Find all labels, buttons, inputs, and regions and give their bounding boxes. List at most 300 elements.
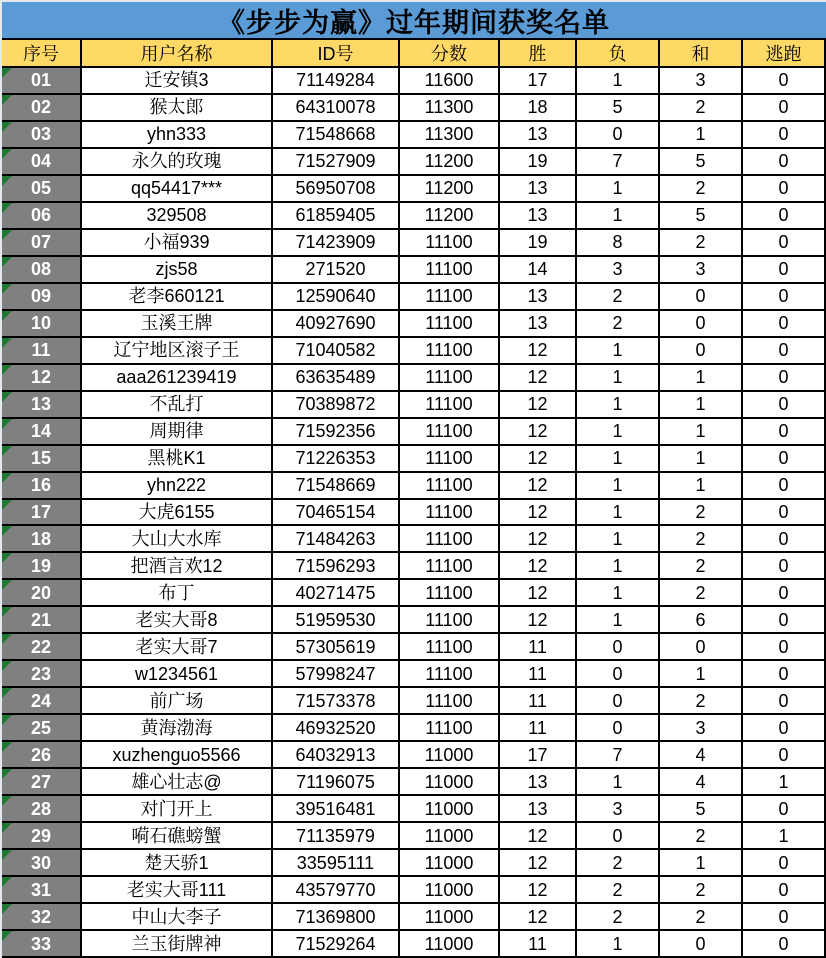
cell-serial[interactable] [2,796,82,823]
cell-score[interactable]: 11100 [400,500,500,527]
serial-number-text: 04 [30,151,52,172]
cell-username[interactable]: 老李660121 [82,284,273,311]
cell-escapes[interactable]: 0 [743,473,826,500]
cell-username[interactable]: 玉溪王牌 [82,311,273,338]
cell-losses[interactable]: 1 [577,203,660,230]
cell-wins[interactable]: 11 [500,715,577,742]
cell-wins[interactable]: 13 [500,796,577,823]
cell-draws[interactable]: 2 [660,688,743,715]
cell-escapes[interactable]: 0 [743,176,826,203]
serial-number-text: 31 [30,879,52,900]
cell-draws[interactable]: 2 [660,176,743,203]
cell-score[interactable]: 11100 [400,338,500,365]
table-row [2,526,826,553]
cell-draws[interactable]: 2 [660,823,743,850]
cell-wins[interactable]: 12 [500,419,577,446]
cell-username[interactable]: 嗬石礁螃蟹 [82,823,273,850]
cell-score[interactable]: 11300 [400,122,500,149]
cell-losses[interactable]: 0 [577,715,660,742]
cell-serial[interactable] [2,553,82,580]
cell-wins[interactable]: 12 [500,526,577,553]
cell-draws[interactable]: 1 [660,850,743,877]
cell-wins[interactable]: 12 [500,904,577,931]
cell-username[interactable]: yhn333 [82,122,273,149]
cell-draws[interactable]: 2 [660,526,743,553]
serial-number-text: 15 [30,448,52,469]
cell-serial[interactable] [2,850,82,877]
cell-score[interactable]: 11200 [400,203,500,230]
table-row [2,149,826,176]
cell-serial[interactable] [2,526,82,553]
serial-number-text: 29 [30,825,52,846]
error-indicator-triangle-icon [2,68,12,78]
table-row [2,931,826,958]
cell-id[interactable]: 12590640 [273,284,400,311]
cell-serial[interactable] [2,634,82,661]
cell-escapes[interactable]: 0 [743,392,826,419]
cell-wins[interactable]: 11 [500,634,577,661]
cell-losses[interactable]: 1 [577,68,660,95]
header-username[interactable]: 用户名称 [82,40,273,68]
cell-losses[interactable]: 1 [577,553,660,580]
cell-id[interactable]: 71196075 [273,769,400,796]
cell-serial[interactable] [2,338,82,365]
cell-username[interactable]: xuzhenguo5566 [82,742,273,769]
cell-serial[interactable] [2,95,82,122]
cell-score[interactable]: 11000 [400,904,500,931]
cell-score[interactable]: 11600 [400,68,500,95]
cell-id[interactable]: 40271475 [273,580,400,607]
cell-username[interactable]: 兰玉街牌神 [82,931,273,958]
cell-serial[interactable] [2,931,82,958]
error-indicator-triangle-icon [2,580,12,590]
cell-draws[interactable]: 2 [660,580,743,607]
cell-serial[interactable] [2,688,82,715]
cell-score[interactable]: 11100 [400,580,500,607]
cell-losses[interactable]: 0 [577,823,660,850]
cell-draws[interactable]: 1 [660,446,743,473]
cell-id[interactable]: 56950708 [273,176,400,203]
cell-score[interactable]: 11100 [400,446,500,473]
cell-draws[interactable]: 0 [660,338,743,365]
cell-wins[interactable]: 13 [500,122,577,149]
cell-username[interactable]: 雄心壮志@ [82,769,273,796]
cell-wins[interactable]: 12 [500,580,577,607]
cell-id[interactable]: 71596293 [273,553,400,580]
cell-username[interactable]: 对门开上 [82,796,273,823]
cell-score[interactable]: 11100 [400,688,500,715]
cell-id[interactable]: 63635489 [273,365,400,392]
cell-serial[interactable] [2,823,82,850]
cell-username[interactable]: 大山大水库 [82,526,273,553]
cell-escapes[interactable]: 0 [743,446,826,473]
cell-username[interactable]: qq54417*** [82,176,273,203]
cell-score[interactable]: 11100 [400,661,500,688]
cell-id[interactable]: 71573378 [273,688,400,715]
cell-escapes[interactable]: 0 [743,203,826,230]
cell-escapes[interactable]: 0 [743,122,826,149]
cell-username[interactable]: 老实大哥8 [82,607,273,634]
cell-username[interactable]: aaa261239419 [82,365,273,392]
cell-id[interactable]: 64310078 [273,95,400,122]
cell-escapes[interactable]: 0 [743,796,826,823]
cell-id[interactable]: 57998247 [273,661,400,688]
cell-escapes[interactable]: 0 [743,553,826,580]
error-indicator-triangle-icon [2,607,12,617]
cell-losses[interactable]: 1 [577,931,660,958]
cell-losses[interactable]: 2 [577,877,660,904]
cell-serial[interactable] [2,473,82,500]
cell-score[interactable]: 11100 [400,284,500,311]
cell-id[interactable]: 40927690 [273,311,400,338]
cell-score[interactable]: 11200 [400,149,500,176]
cell-draws[interactable]: 1 [660,473,743,500]
cell-escapes[interactable]: 0 [743,311,826,338]
cell-serial[interactable] [2,500,82,527]
cell-id[interactable]: 64032913 [273,742,400,769]
cell-id[interactable]: 61859405 [273,203,400,230]
header-escapes[interactable]: 逃跑 [743,40,826,68]
cell-username[interactable]: zjs58 [82,257,273,284]
cell-losses[interactable]: 1 [577,473,660,500]
error-indicator-triangle-icon [2,904,12,914]
cell-draws[interactable]: 1 [660,365,743,392]
cell-score[interactable]: 11000 [400,931,500,958]
cell-username[interactable]: 周期律 [82,419,273,446]
cell-serial[interactable] [2,230,82,257]
cell-losses[interactable]: 8 [577,230,660,257]
cell-wins[interactable]: 13 [500,284,577,311]
cell-score[interactable]: 11100 [400,607,500,634]
cell-draws[interactable]: 1 [660,122,743,149]
cell-losses[interactable]: 1 [577,769,660,796]
cell-losses[interactable]: 1 [577,607,660,634]
cell-losses[interactable]: 5 [577,95,660,122]
cell-id[interactable]: 71548668 [273,122,400,149]
cell-wins[interactable]: 12 [500,877,577,904]
cell-serial[interactable] [2,715,82,742]
serial-number-text: 19 [30,555,52,576]
cell-losses[interactable]: 2 [577,311,660,338]
cell-wins[interactable]: 17 [500,742,577,769]
cell-serial[interactable] [2,446,82,473]
cell-wins[interactable]: 12 [500,500,577,527]
cell-username[interactable]: 猴太郎 [82,95,273,122]
cell-losses[interactable]: 1 [577,365,660,392]
cell-draws[interactable]: 5 [660,149,743,176]
cell-serial[interactable] [2,257,82,284]
cell-score[interactable]: 11000 [400,850,500,877]
cell-draws[interactable]: 2 [660,230,743,257]
error-indicator-triangle-icon [2,500,12,510]
cell-id[interactable]: 71527909 [273,149,400,176]
cell-wins[interactable]: 12 [500,553,577,580]
serial-number-text: 12 [30,367,52,388]
cell-id[interactable]: 71369800 [273,904,400,931]
cell-serial[interactable] [2,311,82,338]
cell-score[interactable]: 11000 [400,796,500,823]
cell-username[interactable]: 前广场 [82,688,273,715]
cell-serial[interactable] [2,365,82,392]
cell-username[interactable]: 大虎6155 [82,500,273,527]
cell-wins[interactable]: 12 [500,473,577,500]
header-score[interactable]: 分数 [400,40,500,68]
cell-score[interactable]: 11100 [400,634,500,661]
cell-id[interactable]: 70389872 [273,392,400,419]
cell-wins[interactable]: 11 [500,661,577,688]
cell-serial[interactable] [2,149,82,176]
cell-username[interactable]: 老实大哥7 [82,634,273,661]
cell-score[interactable]: 11100 [400,419,500,446]
cell-losses[interactable]: 3 [577,257,660,284]
cell-wins[interactable]: 13 [500,176,577,203]
header-wins[interactable]: 胜 [500,40,577,68]
table-row [2,338,826,365]
cell-score[interactable]: 11300 [400,95,500,122]
cell-wins[interactable]: 12 [500,446,577,473]
cell-escapes[interactable]: 0 [743,931,826,958]
cell-losses[interactable]: 1 [577,580,660,607]
cell-serial[interactable] [2,904,82,931]
cell-draws[interactable]: 6 [660,607,743,634]
cell-wins[interactable]: 11 [500,688,577,715]
cell-score[interactable]: 11000 [400,823,500,850]
cell-wins[interactable]: 19 [500,230,577,257]
cell-serial[interactable] [2,769,82,796]
cell-draws[interactable]: 1 [660,392,743,419]
cell-losses[interactable]: 0 [577,688,660,715]
cell-score[interactable]: 11000 [400,769,500,796]
cell-id[interactable]: 46932520 [273,715,400,742]
table-row [2,419,826,446]
cell-escapes[interactable]: 0 [743,580,826,607]
cell-serial[interactable] [2,68,82,95]
cell-losses[interactable]: 0 [577,661,660,688]
cell-escapes[interactable]: 1 [743,823,826,850]
cell-escapes[interactable]: 0 [743,365,826,392]
cell-draws[interactable]: 0 [660,311,743,338]
cell-score[interactable]: 11100 [400,473,500,500]
error-indicator-triangle-icon [2,553,12,563]
cell-serial[interactable] [2,392,82,419]
cell-wins[interactable]: 19 [500,149,577,176]
cell-draws[interactable]: 2 [660,904,743,931]
error-indicator-triangle-icon [2,850,12,860]
cell-losses[interactable]: 0 [577,122,660,149]
cell-id[interactable]: 39516481 [273,796,400,823]
cell-draws[interactable]: 3 [660,68,743,95]
serial-number-text: 22 [30,636,52,657]
cell-serial[interactable] [2,877,82,904]
cell-score[interactable]: 11100 [400,257,500,284]
cell-escapes[interactable]: 0 [743,95,826,122]
cell-id[interactable]: 71423909 [273,230,400,257]
cell-wins[interactable]: 18 [500,95,577,122]
cell-username[interactable]: yhn222 [82,473,273,500]
cell-escapes[interactable]: 0 [743,904,826,931]
cell-score[interactable]: 11000 [400,742,500,769]
cell-serial[interactable] [2,661,82,688]
cell-escapes[interactable]: 1 [743,769,826,796]
cell-losses[interactable]: 2 [577,850,660,877]
cell-username[interactable]: 把酒言欢12 [82,553,273,580]
cell-score[interactable]: 11100 [400,311,500,338]
cell-draws[interactable]: 4 [660,769,743,796]
cell-draws[interactable]: 2 [660,500,743,527]
cell-escapes[interactable]: 0 [743,338,826,365]
cell-escapes[interactable]: 0 [743,526,826,553]
cell-wins[interactable]: 17 [500,68,577,95]
cell-escapes[interactable]: 0 [743,149,826,176]
cell-serial[interactable] [2,122,82,149]
cell-escapes[interactable]: 0 [743,230,826,257]
table-row [2,823,826,850]
cell-losses[interactable]: 0 [577,634,660,661]
cell-serial[interactable] [2,580,82,607]
cell-escapes[interactable]: 0 [743,688,826,715]
cell-losses[interactable]: 1 [577,446,660,473]
cell-username[interactable]: 楚天骄1 [82,850,273,877]
cell-id[interactable]: 71226353 [273,446,400,473]
cell-escapes[interactable]: 0 [743,634,826,661]
cell-draws[interactable]: 5 [660,203,743,230]
cell-username[interactable]: 329508 [82,203,273,230]
cell-username[interactable]: 不乱打 [82,392,273,419]
header-losses[interactable]: 负 [577,40,660,68]
header-draws[interactable]: 和 [660,40,743,68]
cell-score[interactable]: 11100 [400,553,500,580]
cell-draws[interactable]: 2 [660,95,743,122]
cell-serial[interactable] [2,419,82,446]
cell-draws[interactable]: 0 [660,634,743,661]
error-indicator-triangle-icon [2,311,12,321]
cell-losses[interactable]: 2 [577,284,660,311]
cell-draws[interactable]: 3 [660,715,743,742]
cell-username[interactable]: 永久的玫瑰 [82,149,273,176]
cell-username[interactable]: 黄海渤海 [82,715,273,742]
cell-score[interactable]: 11100 [400,230,500,257]
cell-serial[interactable] [2,284,82,311]
cell-id[interactable]: 71484263 [273,526,400,553]
cell-wins[interactable]: 12 [500,607,577,634]
cell-id[interactable]: 33595111 [273,850,400,877]
cell-draws[interactable]: 0 [660,284,743,311]
cell-serial[interactable] [2,607,82,634]
cell-id[interactable]: 71149284 [273,68,400,95]
cell-id[interactable]: 43579770 [273,877,400,904]
cell-losses[interactable]: 2 [577,904,660,931]
header-id[interactable]: ID号 [273,40,400,68]
cell-losses[interactable]: 3 [577,796,660,823]
cell-serial[interactable] [2,742,82,769]
cell-id[interactable]: 57305619 [273,634,400,661]
cell-escapes[interactable]: 0 [743,500,826,527]
cell-wins[interactable]: 13 [500,203,577,230]
cell-escapes[interactable]: 0 [743,257,826,284]
table-row [2,365,826,392]
cell-id[interactable]: 71592356 [273,419,400,446]
cell-escapes[interactable]: 0 [743,607,826,634]
error-indicator-triangle-icon [2,823,12,833]
cell-username[interactable]: 布丁 [82,580,273,607]
serial-number-text: 24 [30,690,52,711]
cell-draws[interactable]: 1 [660,661,743,688]
cell-id[interactable]: 71040582 [273,338,400,365]
cell-escapes[interactable]: 0 [743,715,826,742]
cell-id[interactable]: 71529264 [273,931,400,958]
cell-wins[interactable]: 13 [500,769,577,796]
cell-username[interactable]: 老实大哥111 [82,877,273,904]
cell-escapes[interactable]: 0 [743,68,826,95]
cell-username[interactable]: 中山大李子 [82,904,273,931]
serial-number-text: 05 [30,178,52,199]
cell-score[interactable]: 11100 [400,392,500,419]
serial-number-text: 16 [30,475,52,496]
cell-id[interactable]: 271520 [273,257,400,284]
cell-username[interactable]: w1234561 [82,661,273,688]
cell-id[interactable]: 71135979 [273,823,400,850]
cell-losses[interactable]: 1 [577,500,660,527]
cell-wins[interactable]: 12 [500,823,577,850]
cell-score[interactable]: 11200 [400,176,500,203]
cell-losses[interactable]: 1 [577,392,660,419]
cell-losses[interactable]: 1 [577,419,660,446]
cell-id[interactable]: 70465154 [273,500,400,527]
cell-losses[interactable]: 1 [577,526,660,553]
error-indicator-triangle-icon [2,230,12,240]
cell-id[interactable]: 71548669 [273,473,400,500]
cell-draws[interactable]: 2 [660,877,743,904]
cell-username[interactable]: 辽宁地区滚子王 [82,338,273,365]
cell-serial[interactable] [2,203,82,230]
cell-wins[interactable]: 14 [500,257,577,284]
cell-losses[interactable]: 7 [577,149,660,176]
cell-losses[interactable]: 1 [577,338,660,365]
cell-score[interactable]: 11100 [400,715,500,742]
cell-score[interactable]: 11100 [400,365,500,392]
cell-escapes[interactable]: 0 [743,742,826,769]
cell-draws[interactable]: 0 [660,931,743,958]
serial-number-text: 09 [30,286,52,307]
cell-escapes[interactable]: 0 [743,877,826,904]
cell-serial[interactable] [2,176,82,203]
cell-wins[interactable]: 12 [500,392,577,419]
cell-score[interactable]: 11000 [400,877,500,904]
cell-losses[interactable]: 7 [577,742,660,769]
cell-draws[interactable]: 4 [660,742,743,769]
cell-wins[interactable]: 13 [500,311,577,338]
header-serial[interactable]: 序号 [2,40,82,68]
cell-username[interactable]: 小福939 [82,230,273,257]
cell-losses[interactable]: 1 [577,176,660,203]
cell-wins[interactable]: 12 [500,338,577,365]
cell-username[interactable]: 迁安镇3 [82,68,273,95]
cell-wins[interactable]: 12 [500,850,577,877]
cell-draws[interactable]: 3 [660,257,743,284]
cell-draws[interactable]: 1 [660,419,743,446]
cell-wins[interactable]: 12 [500,365,577,392]
cell-escapes[interactable]: 0 [743,661,826,688]
cell-escapes[interactable]: 0 [743,284,826,311]
cell-draws[interactable]: 2 [660,553,743,580]
cell-wins[interactable]: 11 [500,931,577,958]
cell-username[interactable]: 黑桃K1 [82,446,273,473]
cell-escapes[interactable]: 0 [743,419,826,446]
cell-score[interactable]: 11100 [400,526,500,553]
cell-draws[interactable]: 5 [660,796,743,823]
cell-id[interactable]: 51959530 [273,607,400,634]
cell-escapes[interactable]: 0 [743,850,826,877]
